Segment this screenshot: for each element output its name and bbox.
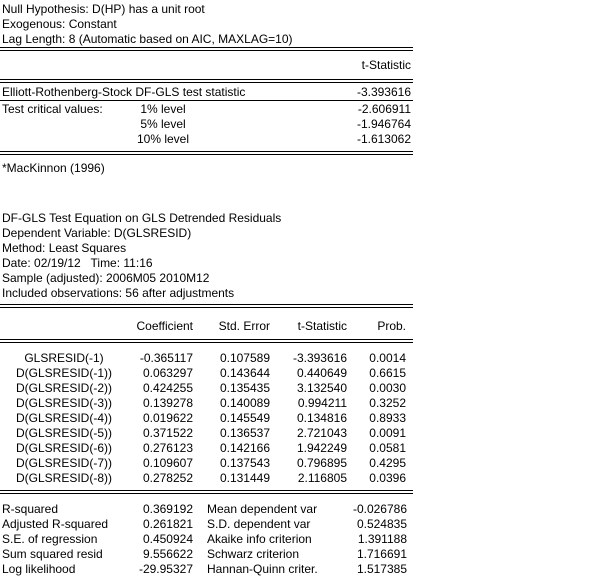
- critical-values-label: [0, 117, 113, 132]
- std-error-cell: 0.136537: [219, 426, 270, 440]
- variable-cell: D(GLSRESID(-1)): [15, 366, 112, 380]
- summary-right-value: 1.517385: [356, 562, 407, 576]
- coefficient-cell: 0.371522: [142, 426, 193, 440]
- coefficient-table-row: [0, 396, 412, 411]
- prob-column-header: Prob.: [377, 319, 406, 333]
- summary-left-value: 0.450924: [142, 532, 193, 546]
- coefficient-cell: 0.109607: [142, 456, 193, 470]
- summary-statistics-row: [2, 532, 413, 547]
- summary-right-label: Schwarz criterion: [207, 547, 300, 561]
- critical-value-number: -1.946764: [356, 117, 411, 131]
- summary-spacer: [193, 502, 207, 517]
- summary-statistics-row: [2, 517, 413, 532]
- t-statistic-cell: 1.942249: [296, 441, 347, 455]
- summary-right-value: -0.026786: [352, 502, 407, 516]
- t-statistic-column-header: t-Statistic: [297, 319, 347, 333]
- summary-statistics-row: [2, 502, 413, 517]
- equation-spec-line: Date: 02/19/12 Time: 11:16: [2, 256, 153, 270]
- critical-value-level: 10% level: [136, 132, 190, 146]
- prob-cell: 0.0581: [369, 441, 406, 455]
- critical-value-level: 1% level: [140, 102, 186, 116]
- std-error-cell: 0.145549: [219, 411, 270, 425]
- prob-cell: 0.0396: [369, 471, 406, 485]
- std-error-cell: 0.143644: [219, 366, 270, 380]
- coefficient-table-row: [0, 381, 412, 396]
- summary-right-label: Hannan-Quinn criter.: [207, 562, 318, 576]
- std-error-cell: 0.137543: [219, 456, 270, 470]
- coefficient-cell: 0.139278: [142, 396, 193, 410]
- coefficient-cell: 0.276123: [142, 441, 193, 455]
- t-statistic-cell: 0.994211: [297, 396, 347, 410]
- tstat-column-header-row: [0, 51, 413, 79]
- summary-left-value: -29.95327: [138, 562, 193, 576]
- std-error-cell: 0.107589: [219, 351, 270, 365]
- std-error-cell: 0.135435: [219, 381, 270, 395]
- variable-cell: D(GLSRESID(-7)): [15, 456, 112, 470]
- summary-spacer: [193, 517, 207, 532]
- equation-spec-line: DF-GLS Test Equation on GLS Detrended Residuals: [2, 211, 282, 225]
- summary-spacer: [193, 532, 207, 547]
- equation-spec-line: Dependent Variable: D(GLSRESID): [2, 226, 192, 240]
- summary-right-value: 1.716691: [356, 547, 407, 561]
- prob-cell: 0.0091: [369, 426, 406, 440]
- prob-cell: 0.0014: [369, 351, 406, 365]
- critical-value-number: -2.606911: [357, 102, 411, 116]
- t-statistic-cell: 0.134816: [296, 411, 347, 425]
- coefficient-table-row: [0, 471, 412, 486]
- critical-values-block: [0, 101, 413, 151]
- coefficient-table-body: [0, 343, 413, 490]
- critical-value-row: [0, 117, 413, 132]
- test-spec-line: Lag Length: 8 (Automatic based on AIC, MAXLAG=10): [2, 32, 293, 46]
- summary-left-label: R-squared: [2, 502, 59, 516]
- summary-left-label: Sum squared resid: [2, 547, 103, 561]
- t-statistic-cell: 2.721043: [296, 426, 347, 440]
- summary-left-label: Adjusted R-squared: [2, 517, 109, 531]
- equation-spec-line: Sample (adjusted): 2006M05 2010M12: [2, 271, 210, 285]
- critical-values-label: Test critical values:: [2, 102, 103, 116]
- coefficient-table-row: [0, 411, 412, 426]
- summary-right-value: 0.524835: [356, 517, 407, 531]
- double-rule: [0, 151, 413, 155]
- variable-cell: D(GLSRESID(-2)): [15, 381, 112, 395]
- variable-cell: D(GLSRESID(-6)): [15, 441, 112, 455]
- variable-cell: D(GLSRESID(-8)): [15, 471, 112, 485]
- test-spec-line: Exogenous: Constant: [2, 17, 117, 31]
- tstat-column-header: t-Statistic: [361, 58, 411, 72]
- t-statistic-cell: 2.116805: [297, 471, 347, 485]
- coefficient-cell: 0.063297: [142, 366, 193, 380]
- summary-spacer: [193, 562, 207, 577]
- test-statistic-label: Elliott-Rothenberg-Stock DF-GLS test statistic: [2, 85, 246, 99]
- std-error-cell: 0.131449: [219, 471, 270, 485]
- prob-cell: 0.6615: [369, 366, 406, 380]
- coefficient-table-row: [0, 351, 412, 366]
- critical-value-level: 5% level: [140, 117, 186, 131]
- coefficient-table-row: [0, 456, 412, 471]
- equation-spec-line: Included observations: 56 after adjustments: [2, 286, 235, 300]
- summary-right-label: Mean dependent var: [207, 502, 318, 516]
- std-error-cell: 0.140089: [219, 396, 270, 410]
- prob-cell: 0.3252: [369, 396, 406, 410]
- summary-right-label: Akaike info criterion: [207, 532, 312, 546]
- coefficient-cell: 0.278252: [142, 471, 193, 485]
- variable-cell: D(GLSRESID(-3)): [15, 396, 112, 410]
- coefficient-cell: 0.424255: [142, 381, 193, 395]
- coefficient-table-row: [0, 441, 412, 456]
- prob-cell: 0.4295: [369, 456, 406, 470]
- variable-cell: D(GLSRESID(-4)): [15, 411, 112, 425]
- test-spec-block: [0, 0, 413, 47]
- summary-statistics-block: [0, 494, 413, 577]
- variable-cell: GLSRESID(-1): [24, 351, 104, 365]
- critical-value-row: [0, 132, 413, 147]
- summary-statistics-row: [2, 562, 413, 577]
- test-statistic-value: -3.393616: [356, 85, 411, 99]
- mackinnon-footnote: *MacKinnon (1996): [2, 161, 105, 175]
- test-spec-line: Null Hypothesis: D(HP) has a unit root: [2, 2, 205, 16]
- coefficient-column-header: Coefficient: [136, 319, 193, 333]
- summary-left-value: 0.369192: [142, 502, 193, 516]
- prob-cell: 0.0030: [369, 381, 406, 395]
- test-statistic-row: [0, 83, 413, 100]
- summary-right-value: 1.391188: [357, 532, 407, 546]
- t-statistic-cell: -3.393616: [292, 351, 347, 365]
- summary-left-value: 9.556622: [142, 547, 193, 561]
- coefficient-table-row: [0, 366, 412, 381]
- summary-left-value: 0.261821: [142, 517, 193, 531]
- t-statistic-cell: 3.132540: [296, 381, 347, 395]
- coefficient-cell: -0.365117: [139, 351, 193, 365]
- coefficient-table-header: [0, 308, 412, 339]
- variable-cell: D(GLSRESID(-5)): [15, 426, 112, 440]
- equation-spec-block: [0, 211, 413, 301]
- coefficient-cell: 0.019622: [142, 411, 193, 425]
- summary-left-label: S.E. of regression: [2, 532, 98, 546]
- coefficient-table-row: [0, 426, 412, 441]
- std-error-column-header: Std. Error: [218, 319, 270, 333]
- std-error-cell: 0.142166: [219, 441, 270, 455]
- t-statistic-cell: 0.796895: [296, 456, 347, 470]
- critical-values-label: [0, 132, 113, 147]
- summary-right-label: S.D. dependent var: [207, 517, 311, 531]
- t-statistic-cell: 0.440649: [296, 366, 347, 380]
- prob-cell: 0.8933: [369, 411, 406, 425]
- critical-value-row: [0, 102, 413, 117]
- critical-value-number: -1.613062: [356, 132, 411, 146]
- summary-left-label: Log likelihood: [2, 562, 76, 576]
- equation-spec-line: Method: Least Squares: [2, 241, 127, 255]
